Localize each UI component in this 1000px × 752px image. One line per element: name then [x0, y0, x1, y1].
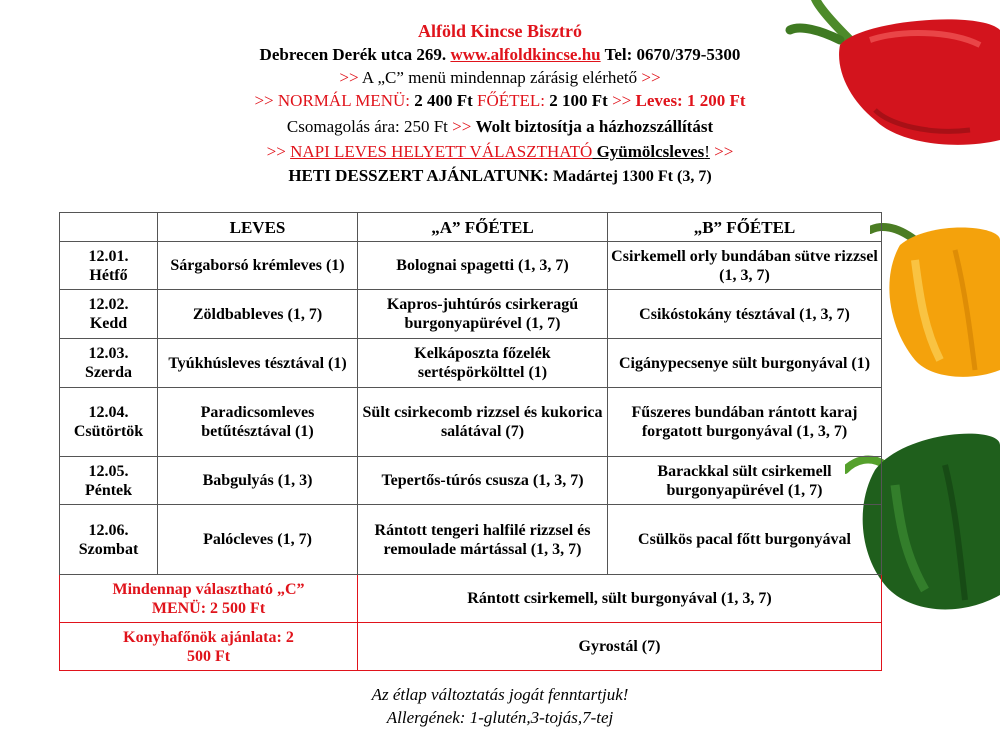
chef-recommendation-label: Konyhafőnök ajánlata: 2 500 Ft: [60, 623, 358, 671]
column-header-b: „B” FŐÉTEL: [608, 213, 882, 242]
packaging-price: Csomagolás ára: 250 Ft: [286, 117, 448, 136]
wolt-note: Wolt biztosítja a házhozszállítást: [475, 117, 714, 136]
b-dish-cell: Csirkemell orly bundában sütve rizzsel (1, 3, 7): [608, 242, 882, 290]
day-cell: [60, 505, 158, 575]
date: 12.03.: [88, 345, 129, 362]
dessert-offer: Madártej 1300 Ft (3, 7): [553, 168, 712, 185]
main-course-price: 2 100 Ft: [549, 91, 608, 110]
date: 12.06.: [88, 521, 129, 539]
soup-cell: Zöldbableves (1, 7): [158, 290, 358, 339]
day-cell: [60, 339, 158, 388]
c-menu-note: A „C” menü mindennap zárásig elérhető: [361, 68, 638, 87]
table-row: [60, 290, 882, 339]
address: Debrecen Derék utca 269.: [259, 45, 447, 64]
column-header-soup: LEVES: [158, 213, 358, 242]
normal-menu-label: NORMÁL MENÜ:: [277, 91, 410, 110]
b-dish-cell: Csikóstokány tésztával (1, 3, 7): [608, 290, 882, 339]
disclaimer: Az étlap változtatás jogát fenntartjuk!: [371, 685, 629, 704]
chef-recommendation-row: [60, 623, 882, 671]
restaurant-name: Alföld Kincse Bisztró: [418, 21, 582, 41]
b-dish-cell: Fűszeres bundában rántott karaj forgatott burgonyával (1, 3, 7): [608, 388, 882, 457]
a-dish-cell: Rántott tengeri halfilé rizzsel és remoulade mártással (1, 3, 7): [358, 505, 608, 575]
prices-line: [0, 90, 1000, 112]
packaging-line: [0, 116, 1000, 138]
arrow-icon: >>: [641, 68, 661, 87]
exclamation: !: [704, 142, 710, 161]
weekly-menu-table: [59, 212, 882, 671]
soup-price: Leves: 1 200 Ft: [635, 91, 746, 110]
column-header-a: „A” FŐÉTEL: [358, 213, 608, 242]
yellow-pepper-image: [870, 210, 1000, 380]
main-course-label: FŐÉTEL:: [477, 91, 546, 110]
dessert-label: HETI DESSZERT AJÁNLATUNK:: [288, 166, 549, 185]
arrow-icon: >>: [714, 142, 734, 161]
date: 12.02.: [88, 296, 129, 313]
phone: Tel: 0670/379-5300: [604, 45, 741, 64]
date: 12.05.: [88, 462, 129, 480]
a-dish-cell: Kelkáposzta főzelék sertéspörkölttel (1): [358, 339, 608, 388]
a-dish-cell: Sült csirkecomb rizzsel és kukorica salátával (7): [358, 388, 608, 457]
arrow-icon: >>: [612, 91, 632, 110]
arrow-icon: >>: [452, 117, 472, 136]
table-header-row: [60, 213, 882, 242]
arrow-icon: >>: [254, 91, 274, 110]
c-menu-note-line: [0, 67, 1000, 89]
day-cell: [60, 388, 158, 457]
soup-alternative-line: [0, 141, 1000, 163]
a-dish-cell: Tepertős-túrós csusza (1, 3, 7): [358, 457, 608, 505]
day-name: Szerda: [84, 364, 133, 381]
b-dish-cell: Barackkal sült csirkemell burgonyapürével (1, 7): [608, 457, 882, 505]
allergen-legend: Allergének: 1-glutén,3-tojás,7-tej: [386, 708, 614, 727]
corner-cell: [60, 213, 158, 242]
day-name: Csütörtök: [73, 423, 144, 440]
soup-alternative-text: NAPI LEVES HELYETT VÁLASZTHATÓ: [290, 142, 593, 161]
day-cell: [60, 242, 158, 290]
contact-line: [0, 44, 1000, 66]
table-row: [60, 505, 882, 575]
a-dish-cell: Bolognai spagetti (1, 3, 7): [358, 242, 608, 290]
date: 12.04.: [88, 404, 129, 421]
c-menu-row: [60, 575, 882, 623]
soup-cell: Paradicsomleves betűtésztával (1): [158, 388, 358, 457]
b-dish-cell: Csülkös pacal főtt burgonyával: [608, 505, 882, 575]
day-name: Péntek: [84, 481, 133, 499]
date: 12.01.: [88, 247, 129, 265]
c-menu-dish: Rántott csirkemell, sült burgonyával (1, 3, 7): [358, 575, 882, 623]
table-row: [60, 388, 882, 457]
website-link[interactable]: www.alfoldkincse.hu: [450, 45, 601, 64]
soup-cell: Babgulyás (1, 3): [158, 457, 358, 505]
soup-cell: Tyúkhúsleves tésztával (1): [158, 339, 358, 388]
table-row: [60, 457, 882, 505]
day-name: Szombat: [78, 540, 139, 558]
soup-cell: Sárgaborsó krémleves (1): [158, 242, 358, 290]
table-row: [60, 242, 882, 290]
day-name: Kedd: [89, 315, 128, 332]
c-menu-label: Mindennap választható „C” MENÜ: 2 500 Ft: [60, 575, 358, 623]
chef-recommendation-dish: Gyrostál (7): [358, 623, 882, 671]
a-dish-cell: Kapros-juhtúrós csirkeragú burgonyapürével (1, 7): [358, 290, 608, 339]
dessert-line: [0, 165, 1000, 188]
b-dish-cell: Cigánypecsenye sült burgonyával (1): [608, 339, 882, 388]
day-cell: [60, 457, 158, 505]
table-row: [60, 339, 882, 388]
normal-menu-price: 2 400 Ft: [414, 91, 473, 110]
soup-cell: Palócleves (1, 7): [158, 505, 358, 575]
day-name: Hétfő: [89, 266, 128, 284]
day-cell: [60, 290, 158, 339]
fruit-soup: Gyümölcsleves: [596, 142, 705, 161]
arrow-icon: >>: [266, 142, 286, 161]
arrow-icon: >>: [339, 68, 359, 87]
